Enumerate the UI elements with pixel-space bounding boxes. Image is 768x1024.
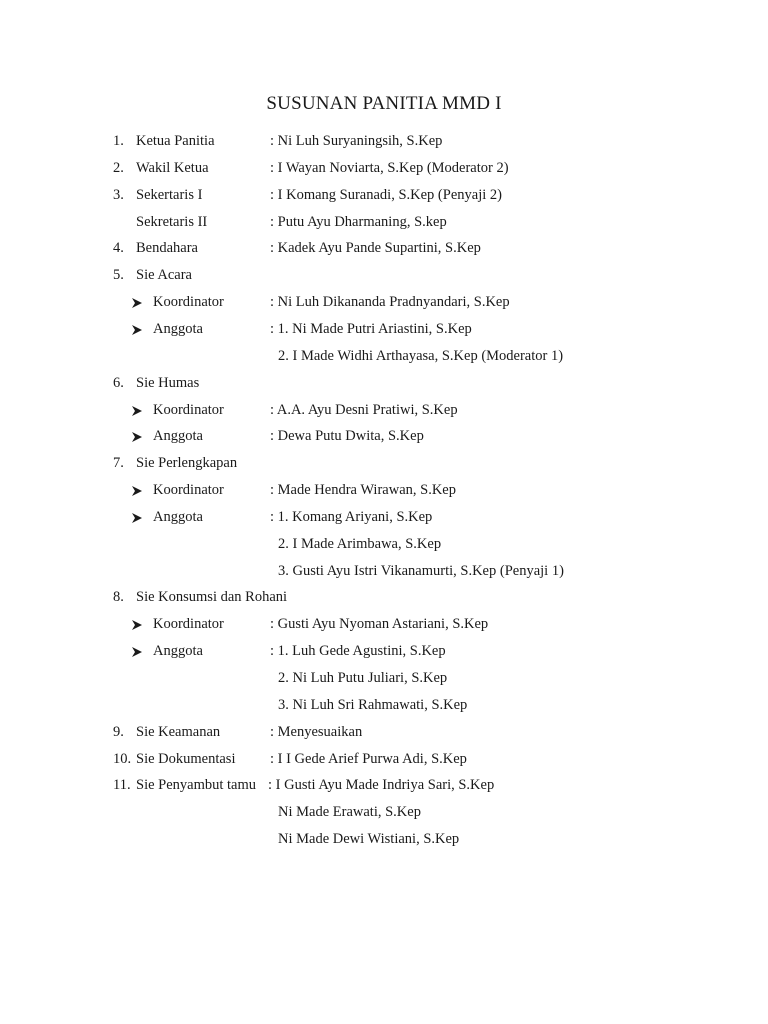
- list-item: [0, 455, 768, 477]
- item-label: Wakil Ketua: [136, 159, 209, 176]
- item-label: Anggota: [153, 428, 203, 445]
- list-item: [0, 375, 768, 397]
- item-label: Sie Acara: [136, 267, 192, 284]
- list-item: [0, 616, 768, 638]
- list-item: [0, 240, 768, 262]
- item-value: 2. Ni Luh Putu Juliari, S.Kep: [278, 670, 448, 686]
- item-number: 5.: [113, 267, 124, 284]
- list-item: [0, 751, 768, 773]
- item-number: 6.: [113, 374, 124, 391]
- item-label: Sekretaris II: [136, 213, 208, 230]
- item-value: : Ni Luh Suryaningsih, S.Kep: [270, 133, 443, 149]
- item-number: 4.: [113, 240, 124, 257]
- item-value: Ni Made Dewi Wistiani, S.Kep: [278, 831, 460, 848]
- item-number: 11.: [113, 777, 131, 794]
- list-item: [0, 348, 768, 370]
- list-item: [0, 589, 768, 611]
- list-item: [0, 563, 768, 585]
- arrow-bullet-icon: [131, 482, 143, 497]
- item-value: : I Wayan Noviarta, S.Kep (Moderator 2): [270, 159, 509, 176]
- item-number: 7.: [113, 455, 124, 472]
- list-item: [0, 402, 768, 424]
- item-value: 3. Ni Luh Sri Rahmawati, S.Kep: [278, 696, 468, 713]
- item-label: Anggota: [153, 320, 203, 337]
- list-item: [0, 428, 768, 450]
- item-value: : I Komang Suranadi, S.Kep (Penyaji 2): [270, 186, 502, 203]
- arrow-bullet-icon: [131, 402, 143, 417]
- item-value: : 1. Komang Ariyani, S.Kep: [270, 508, 433, 525]
- list-item: [0, 509, 768, 531]
- item-value: : Dewa Putu Dwita, S.Kep: [270, 428, 424, 445]
- item-number: 3.: [113, 186, 124, 203]
- list-item: [0, 133, 768, 155]
- arrow-bullet-icon: [131, 428, 143, 443]
- item-value: : Gusti Ayu Nyoman Astariani, S.Kep: [270, 616, 489, 633]
- list-item: [0, 536, 768, 558]
- list-item: [0, 321, 768, 343]
- item-number: 8.: [113, 589, 124, 606]
- list-item: [0, 294, 768, 316]
- item-value: : 1. Ni Made Putri Ariastini, S.Kep: [270, 320, 472, 337]
- item-value: 2. I Made Widhi Arthayasa, S.Kep (Moderator 1): [278, 347, 564, 364]
- list-item: [0, 777, 768, 799]
- item-number: 10.: [113, 750, 132, 767]
- list-item: [0, 187, 768, 209]
- arrow-bullet-icon: [131, 321, 143, 336]
- item-value: : I Gusti Ayu Made Indriya Sari, S.Kep: [268, 777, 495, 794]
- item-value: : I I Gede Arief Purwa Adi, S.Kep: [270, 750, 467, 767]
- item-value: : A.A. Ayu Desni Pratiwi, S.Kep: [270, 401, 458, 418]
- item-value: : Made Hendra Wirawan, S.Kep: [270, 482, 456, 499]
- item-label: Koordinator: [153, 294, 224, 311]
- item-number: 1.: [113, 133, 124, 149]
- arrow-bullet-icon: [131, 509, 143, 524]
- item-label: Koordinator: [153, 616, 224, 633]
- item-label: Sie Dokumentasi: [136, 750, 236, 767]
- item-label: Sie Keamanan: [136, 723, 221, 740]
- page-title: SUSUNAN PANITIA MMD I: [266, 93, 502, 114]
- item-label: Koordinator: [153, 401, 224, 418]
- item-value: Ni Made Erawati, S.Kep: [278, 804, 421, 821]
- list-item: [0, 724, 768, 746]
- item-label: Anggota: [153, 508, 203, 525]
- item-label: Anggota: [153, 643, 203, 660]
- item-value: 3. Gusti Ayu Istri Vikanamurti, S.Kep (Penyaji 1): [278, 562, 564, 579]
- arrow-bullet-icon: [131, 643, 143, 658]
- arrow-bullet-icon: [131, 616, 143, 631]
- list-item: [0, 482, 768, 504]
- item-label: Sie Konsumsi dan Rohani: [136, 589, 288, 606]
- item-label: Koordinator: [153, 482, 224, 499]
- item-label: Sie Humas: [136, 374, 200, 391]
- item-value: : Putu Ayu Dharmaning, S.kep: [270, 213, 447, 230]
- item-value: : Ni Luh Dikananda Pradnyandari, S.Kep: [270, 294, 510, 311]
- list-item: [0, 831, 768, 853]
- item-value: 2. I Made Arimbawa, S.Kep: [278, 535, 442, 552]
- item-label: Sekertaris I: [136, 186, 203, 203]
- list-item: [0, 697, 768, 719]
- item-label: Sie Perlengkapan: [136, 455, 238, 472]
- item-value: : Kadek Ayu Pande Supartini, S.Kep: [270, 240, 481, 257]
- item-number: 2.: [113, 159, 124, 176]
- item-value: : 1. Luh Gede Agustini, S.Kep: [270, 643, 446, 660]
- list-item: [0, 160, 768, 182]
- item-number: 9.: [113, 723, 124, 740]
- item-label: Sie Penyambut tamu: [136, 777, 257, 794]
- item-value: : Menyesuaikan: [270, 723, 363, 740]
- list-item: [0, 267, 768, 289]
- list-item: [0, 214, 768, 236]
- item-label: Ketua Panitia: [136, 133, 215, 149]
- list-item: [0, 670, 768, 692]
- list-item: [0, 643, 768, 665]
- item-label: Bendahara: [136, 240, 198, 257]
- arrow-bullet-icon: [131, 294, 143, 309]
- list-item: [0, 804, 768, 826]
